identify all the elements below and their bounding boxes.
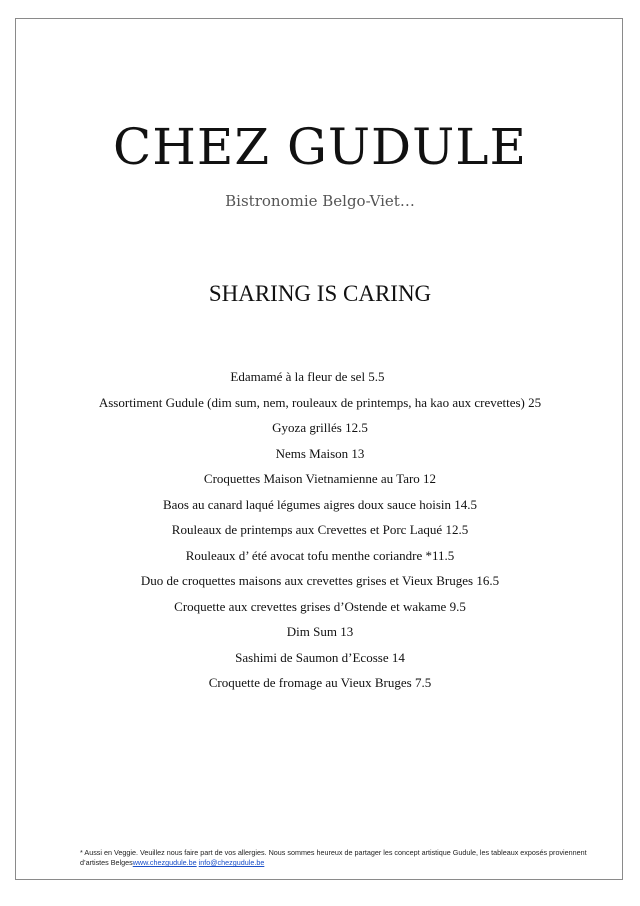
footer-text: * Aussi en Veggie. Veuillez nous faire part de vos allergies. Nous sommes heureux de partager les concept artistique Gudule, les tableaux exposés proviennent d’artistes Belges xyxy=(80,848,587,867)
menu-item: Baos au canard laqué légumes aigres doux sauce hoisin 14.5 xyxy=(162,496,478,512)
menu-item: Croquette aux crevettes grises d’Ostende et wakame 9.5 xyxy=(174,598,466,614)
menu-item: Croquette de fromage au Vieux Bruges 7.5 xyxy=(208,675,432,690)
email-link[interactable]: info@chezgudule.be xyxy=(198,858,265,867)
website-link[interactable]: www.chezgudule.be xyxy=(132,858,197,867)
menu-item: Rouleaux d’ été avocat tofu menthe coriandre *11.5 xyxy=(185,547,455,563)
menu-item: Assortiment Gudule (dim sum, nem, rouleaux de printemps, ha kao aux crevettes) 25 xyxy=(98,394,542,410)
menu-item: Edamamé à la fleur de sel 5.5 xyxy=(230,369,385,384)
menu-item: Sashimi de Saumon d’Ecosse 14 xyxy=(235,649,405,665)
menu-list xyxy=(0,368,640,700)
restaurant-name: CHEZ GUDULE xyxy=(112,118,527,176)
menu-item: Duo de croquettes maisons aux crevettes grises et Vieux Bruges 16.5 xyxy=(140,573,500,588)
footer-note xyxy=(80,848,600,868)
menu-item: Rouleaux de printemps aux Crevettes et Porc Laqué 12.5 xyxy=(171,522,469,537)
restaurant-tagline: Bistronomie Belgo-Viet… xyxy=(225,192,415,210)
section-heading: SHARING IS CARING xyxy=(208,281,432,306)
menu-item: Nems Maison 13 xyxy=(275,445,365,461)
menu-item: Gyoza grillés 12.5 xyxy=(272,420,368,435)
menu-item: Croquettes Maison Vietnamienne au Taro 12 xyxy=(203,471,437,486)
menu-item: Dim Sum 13 xyxy=(286,624,354,639)
